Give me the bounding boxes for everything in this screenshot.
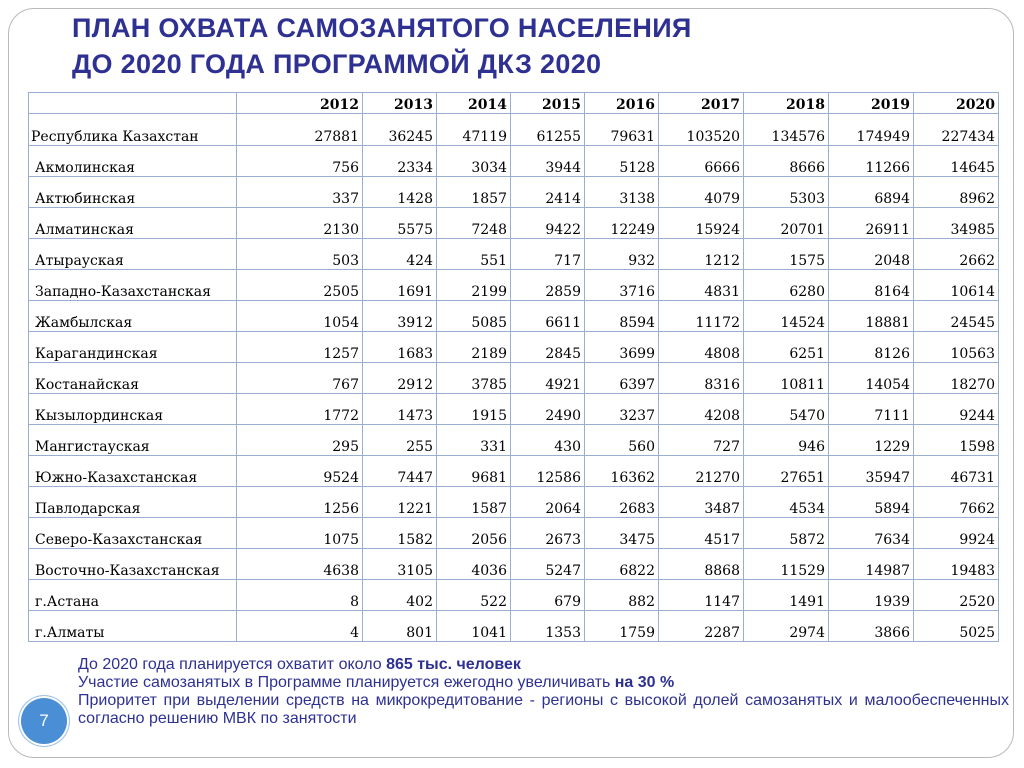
value-cell: 295: [237, 425, 363, 456]
value-cell: 1054: [237, 301, 363, 332]
value-cell: 14645: [914, 146, 999, 177]
value-cell: 47119: [437, 114, 511, 146]
header-corner-cell: [29, 93, 237, 114]
value-cell: 24545: [914, 301, 999, 332]
region-name-cell: Кызылординская: [29, 394, 237, 425]
value-cell: 6280: [744, 270, 829, 301]
value-cell: 15924: [659, 208, 744, 239]
table-row: [29, 146, 999, 177]
region-name-cell: Мангистауская: [29, 425, 237, 456]
value-cell: 1575: [744, 239, 829, 270]
value-cell: 5025: [914, 611, 999, 642]
region-name-cell: Актюбинская: [29, 177, 237, 208]
value-cell: 8: [237, 580, 363, 611]
value-cell: 1229: [829, 425, 914, 456]
region-name-cell: Павлодарская: [29, 487, 237, 518]
value-cell: 4036: [437, 549, 511, 580]
value-cell: 19483: [914, 549, 999, 580]
value-cell: 756: [237, 146, 363, 177]
value-cell: 5085: [437, 301, 511, 332]
header-year: 2016: [585, 93, 659, 114]
value-cell: 79631: [585, 114, 659, 146]
value-cell: 27881: [237, 114, 363, 146]
region-name-cell: Западно-Казахстанская: [29, 270, 237, 301]
value-cell: 2056: [437, 518, 511, 549]
value-cell: 8316: [659, 363, 744, 394]
region-name-cell: Восточно-Казахстанская: [29, 549, 237, 580]
value-cell: 1491: [744, 580, 829, 611]
value-cell: 4921: [511, 363, 585, 394]
value-cell: 27651: [744, 456, 829, 487]
title-line-1: ПЛАН ОХВАТА САМОЗАНЯТОГО НАСЕЛЕНИЯ: [72, 13, 692, 43]
header-year: 2015: [511, 93, 585, 114]
value-cell: 424: [363, 239, 437, 270]
value-cell: 2912: [363, 363, 437, 394]
value-cell: 8666: [744, 146, 829, 177]
value-cell: 6611: [511, 301, 585, 332]
region-name-cell: Южно-Казахстанская: [29, 456, 237, 487]
value-cell: 4638: [237, 549, 363, 580]
value-cell: 5872: [744, 518, 829, 549]
value-cell: 2505: [237, 270, 363, 301]
region-name-cell: Жамбылская: [29, 301, 237, 332]
table-row: [29, 301, 999, 332]
value-cell: 4079: [659, 177, 744, 208]
value-cell: 9422: [511, 208, 585, 239]
value-cell: 2662: [914, 239, 999, 270]
value-cell: 134576: [744, 114, 829, 146]
value-cell: 3487: [659, 487, 744, 518]
value-cell: 6822: [585, 549, 659, 580]
value-cell: 1212: [659, 239, 744, 270]
region-name-cell: Алматинская: [29, 208, 237, 239]
value-cell: 2859: [511, 270, 585, 301]
value-cell: 7634: [829, 518, 914, 549]
value-cell: 3785: [437, 363, 511, 394]
value-cell: 4: [237, 611, 363, 642]
value-cell: 21270: [659, 456, 744, 487]
table-row: [29, 549, 999, 580]
value-cell: 3034: [437, 146, 511, 177]
value-cell: 402: [363, 580, 437, 611]
value-cell: 10563: [914, 332, 999, 363]
value-cell: 255: [363, 425, 437, 456]
table-row: [29, 580, 999, 611]
value-cell: 12249: [585, 208, 659, 239]
value-cell: 4808: [659, 332, 744, 363]
header-year: 2014: [437, 93, 511, 114]
region-name-cell: Республика Казахстан: [29, 114, 237, 146]
table-row: [29, 332, 999, 363]
value-cell: 2334: [363, 146, 437, 177]
value-cell: 12586: [511, 456, 585, 487]
value-cell: 2287: [659, 611, 744, 642]
value-cell: 6666: [659, 146, 744, 177]
value-cell: 1257: [237, 332, 363, 363]
title-line-2: ДО 2020 ГОДА ПРОГРАММОЙ ДКЗ 2020: [72, 49, 602, 79]
value-cell: 14987: [829, 549, 914, 580]
value-cell: 1587: [437, 487, 511, 518]
value-cell: 679: [511, 580, 585, 611]
table-row: [29, 518, 999, 549]
value-cell: 3912: [363, 301, 437, 332]
value-cell: 1582: [363, 518, 437, 549]
table-header-row: [29, 93, 999, 114]
value-cell: 2189: [437, 332, 511, 363]
value-cell: 5575: [363, 208, 437, 239]
value-cell: 946: [744, 425, 829, 456]
table-row: [29, 611, 999, 642]
value-cell: 8594: [585, 301, 659, 332]
value-cell: 35947: [829, 456, 914, 487]
value-cell: 1221: [363, 487, 437, 518]
value-cell: 1857: [437, 177, 511, 208]
value-cell: 2130: [237, 208, 363, 239]
value-cell: 10614: [914, 270, 999, 301]
value-cell: 2520: [914, 580, 999, 611]
value-cell: 4534: [744, 487, 829, 518]
value-cell: 18881: [829, 301, 914, 332]
value-cell: 2199: [437, 270, 511, 301]
header-year: 2013: [363, 93, 437, 114]
value-cell: 4831: [659, 270, 744, 301]
value-cell: 103520: [659, 114, 744, 146]
value-cell: 1759: [585, 611, 659, 642]
value-cell: 331: [437, 425, 511, 456]
region-name-cell: Акмолинская: [29, 146, 237, 177]
value-cell: 503: [237, 239, 363, 270]
value-cell: 8962: [914, 177, 999, 208]
value-cell: 4208: [659, 394, 744, 425]
coverage-table: [28, 92, 999, 642]
value-cell: 6397: [585, 363, 659, 394]
value-cell: 2974: [744, 611, 829, 642]
table-row: [29, 487, 999, 518]
value-cell: 1428: [363, 177, 437, 208]
table-row-total: [29, 114, 999, 146]
table-row: [29, 208, 999, 239]
value-cell: 7662: [914, 487, 999, 518]
note-1-text: До 2020 года планируется охватит около: [78, 656, 387, 673]
value-cell: 9524: [237, 456, 363, 487]
value-cell: 430: [511, 425, 585, 456]
value-cell: 2064: [511, 487, 585, 518]
header-year: 2012: [237, 93, 363, 114]
value-cell: 34985: [914, 208, 999, 239]
value-cell: 174949: [829, 114, 914, 146]
value-cell: 8126: [829, 332, 914, 363]
value-cell: 2490: [511, 394, 585, 425]
value-cell: 6894: [829, 177, 914, 208]
value-cell: 7111: [829, 394, 914, 425]
value-cell: 932: [585, 239, 659, 270]
table-row: [29, 363, 999, 394]
value-cell: 3699: [585, 332, 659, 363]
table-row: [29, 270, 999, 301]
notes-block: [78, 656, 1009, 728]
value-cell: 61255: [511, 114, 585, 146]
value-cell: 14054: [829, 363, 914, 394]
value-cell: 1353: [511, 611, 585, 642]
value-cell: 3716: [585, 270, 659, 301]
value-cell: 11172: [659, 301, 744, 332]
table-row: [29, 239, 999, 270]
value-cell: 3866: [829, 611, 914, 642]
value-cell: 5247: [511, 549, 585, 580]
value-cell: 2048: [829, 239, 914, 270]
value-cell: 26911: [829, 208, 914, 239]
value-cell: 5128: [585, 146, 659, 177]
region-name-cell: г.Алматы: [29, 611, 237, 642]
note-2-highlight: на 30 %: [614, 674, 675, 691]
value-cell: 7248: [437, 208, 511, 239]
value-cell: 8164: [829, 270, 914, 301]
value-cell: 3105: [363, 549, 437, 580]
value-cell: 551: [437, 239, 511, 270]
header-year: 2020: [914, 93, 999, 114]
value-cell: 3944: [511, 146, 585, 177]
value-cell: 10811: [744, 363, 829, 394]
value-cell: 1075: [237, 518, 363, 549]
value-cell: 8868: [659, 549, 744, 580]
value-cell: 2414: [511, 177, 585, 208]
value-cell: 2673: [511, 518, 585, 549]
note-line-3: Приоритет при выделении средств на микрокредитование - регионы с высокой долей самозанятых и малообеспеченных согласно решению МВК по занятости: [78, 692, 1009, 727]
value-cell: 727: [659, 425, 744, 456]
value-cell: 1683: [363, 332, 437, 363]
table-body: [29, 114, 999, 642]
value-cell: 522: [437, 580, 511, 611]
region-name-cell: Карагандинская: [29, 332, 237, 363]
value-cell: 7447: [363, 456, 437, 487]
value-cell: 767: [237, 363, 363, 394]
header-year: 2018: [744, 93, 829, 114]
value-cell: 1041: [437, 611, 511, 642]
table-row: [29, 394, 999, 425]
value-cell: 9924: [914, 518, 999, 549]
value-cell: 11266: [829, 146, 914, 177]
value-cell: 3475: [585, 518, 659, 549]
value-cell: 1598: [914, 425, 999, 456]
value-cell: 1915: [437, 394, 511, 425]
value-cell: 2683: [585, 487, 659, 518]
value-cell: 14524: [744, 301, 829, 332]
value-cell: 1691: [363, 270, 437, 301]
value-cell: 36245: [363, 114, 437, 146]
value-cell: 9681: [437, 456, 511, 487]
note-1-highlight: 865 тыс. человек: [386, 656, 521, 673]
value-cell: 20701: [744, 208, 829, 239]
region-name-cell: г.Астана: [29, 580, 237, 611]
value-cell: 9244: [914, 394, 999, 425]
value-cell: 11529: [744, 549, 829, 580]
value-cell: 3237: [585, 394, 659, 425]
value-cell: 5303: [744, 177, 829, 208]
note-2-text: Участие самозанятых в Программе планируется ежегодно увеличивать: [78, 674, 615, 691]
value-cell: 227434: [914, 114, 999, 146]
value-cell: 1473: [363, 394, 437, 425]
value-cell: 4517: [659, 518, 744, 549]
value-cell: 1147: [659, 580, 744, 611]
value-cell: 16362: [585, 456, 659, 487]
value-cell: 801: [363, 611, 437, 642]
page-number-badge: 7: [19, 696, 69, 746]
value-cell: 882: [585, 580, 659, 611]
table-row: [29, 425, 999, 456]
value-cell: 6251: [744, 332, 829, 363]
header-year: 2019: [829, 93, 914, 114]
value-cell: 46731: [914, 456, 999, 487]
header-year: 2017: [659, 93, 744, 114]
region-name-cell: Атырауская: [29, 239, 237, 270]
region-name-cell: Костанайская: [29, 363, 237, 394]
note-line-2: [78, 674, 1009, 692]
note-line-1: [78, 656, 1009, 674]
value-cell: 5894: [829, 487, 914, 518]
value-cell: 337: [237, 177, 363, 208]
value-cell: 3138: [585, 177, 659, 208]
value-cell: 717: [511, 239, 585, 270]
slide-title: [72, 10, 692, 82]
value-cell: 18270: [914, 363, 999, 394]
table-row: [29, 177, 999, 208]
value-cell: 1939: [829, 580, 914, 611]
value-cell: 1256: [237, 487, 363, 518]
value-cell: 560: [585, 425, 659, 456]
table-row: [29, 456, 999, 487]
value-cell: 2845: [511, 332, 585, 363]
value-cell: 1772: [237, 394, 363, 425]
region-name-cell: Северо-Казахстанская: [29, 518, 237, 549]
value-cell: 5470: [744, 394, 829, 425]
